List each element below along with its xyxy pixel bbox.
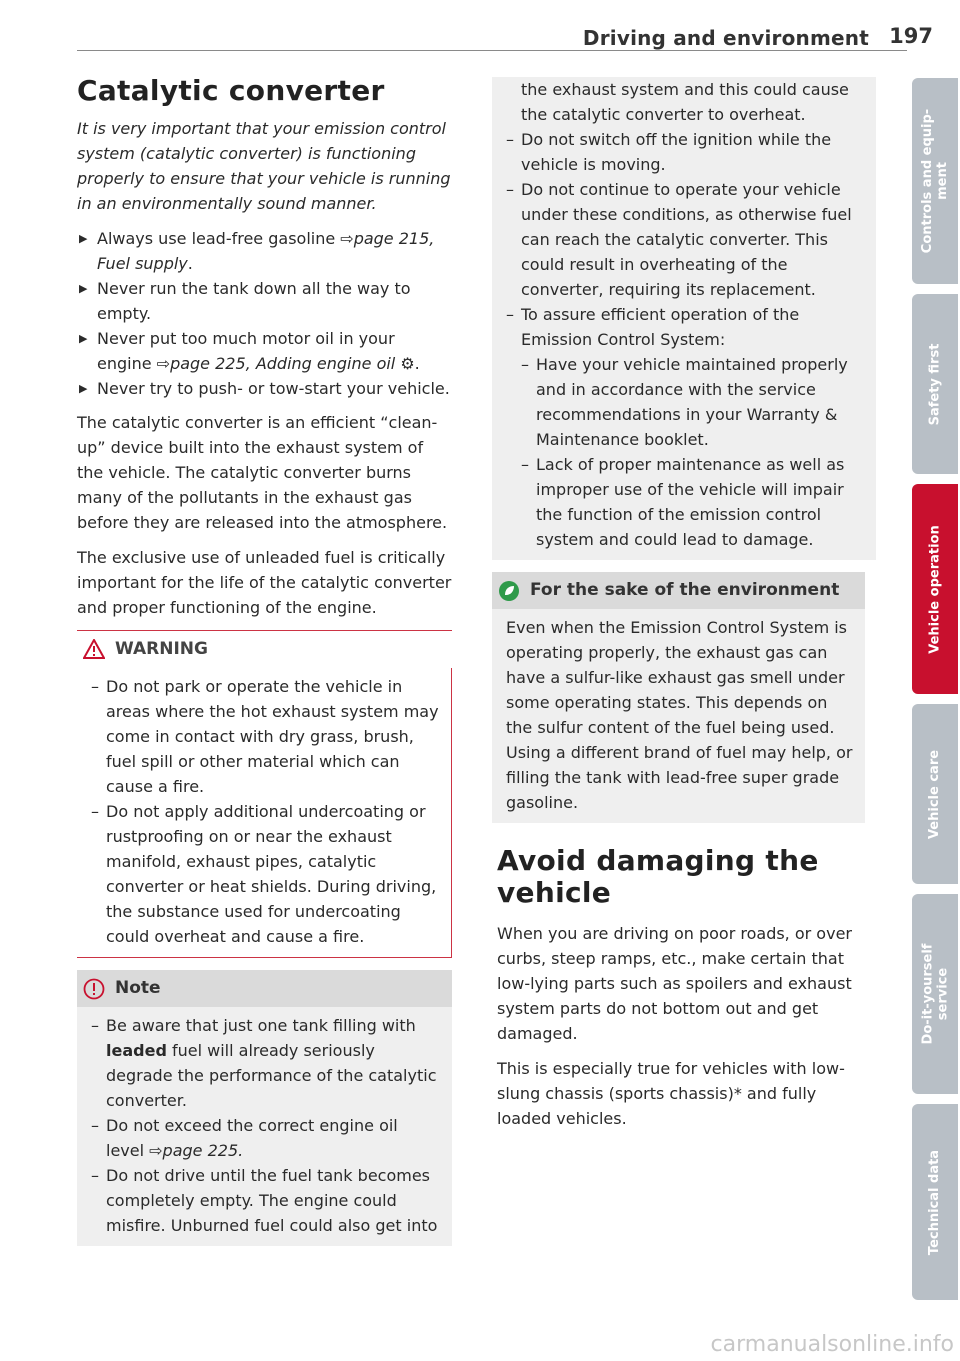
body-paragraph: When you are driving on poor roads, or over curbs, steep ramps, etc., make certain that low-lying parts such as spoilers and exhaust system parts do not bottom out and get damaged.: [497, 924, 852, 1043]
note-title: Note: [115, 978, 161, 998]
running-header: Driving and environment: [582, 26, 869, 50]
chapter-tabs: [912, 0, 960, 1361]
tab-controls-and-equipment[interactable]: Controls and equip- ment: [912, 78, 958, 284]
watermark: carmanualsonline.info: [710, 1332, 954, 1357]
intro-text: It is very important that your emission control system (catalytic converter) is functioning properly to ensure that your vehicle is running in an environmentally sound manner.: [77, 119, 451, 213]
tab-vehicle-operation[interactable]: Vehicle operation: [912, 484, 958, 694]
list-item: ▶ Always use lead-free gasoline ⇨page 215, Fuel supply.: [77, 226, 452, 276]
note-body: [77, 1007, 452, 1246]
list-item: – Do not park or operate the vehicle in areas where the hot exhaust system may come in contact with dry grass, brush, fuel spill or other material which can cause a fire.: [91, 677, 439, 796]
environment-box: [492, 572, 865, 823]
body-paragraph: The exclusive use of unleaded fuel is critically important for the life of the catalytic converter and proper functioning of the engine.: [77, 548, 452, 617]
body-paragraph: This is especially true for vehicles with low-slung chassis (sports chassis)* and fully loaded vehicles.: [497, 1059, 845, 1128]
environment-header: [492, 572, 865, 609]
tab-technical-data[interactable]: Technical data: [912, 1104, 958, 1300]
page-reference-link[interactable]: ⇨page 225, Adding engine oil ⚙: [156, 354, 415, 373]
tab-vehicle-care[interactable]: Vehicle care: [912, 704, 958, 884]
triangle-bullet-icon: ▶: [79, 232, 88, 245]
page-number: 197: [889, 24, 933, 48]
warning-triangle-icon: [83, 639, 105, 661]
triangle-bullet-icon: ▶: [79, 332, 88, 345]
list-item: the exhaust system and this could cause the catalytic converter to overheat.: [521, 80, 849, 124]
warning-title: WARNING: [115, 639, 208, 659]
note-box: [77, 970, 452, 1246]
section-heading-avoid-damaging: Avoid damaging the vehicle: [497, 844, 819, 909]
list-item: – Lack of proper maintenance as well as improper use of the vehicle will impair the function of the emission control system and could lead to damage.: [521, 455, 845, 549]
list-item: – Do not continue to operate your vehicle under these conditions, as otherwise fuel can reach the catalytic converter. This could result in overheating of the converter, requiring its replacement.: [506, 180, 852, 299]
page-reference-link[interactable]: ⇨page 215, Fuel supply: [97, 229, 435, 273]
environment-body: Even when the Emission Control System is operating properly, the exhaust gas can have a sulfur-like exhaust gas smell under some operating states. This depends on the sulfur content of the fuel being used. Using a different brand of fuel may help, or filling the tank with lead-free super grade gasoline.: [492, 609, 865, 823]
tab-do-it-yourself-service[interactable]: Do-it-yourself service: [912, 894, 958, 1094]
note-exclamation-icon: [83, 978, 105, 1000]
triangle-bullet-icon: ▶: [79, 382, 88, 395]
note-header: [77, 970, 452, 1007]
left-column: [77, 74, 452, 1246]
body-paragraph: The catalytic converter is an efficient “clean-up” device built into the exhaust system of the vehicle. The catalytic converter burns many of the pollutants in the exhaust gas before they are released into the atmosphere.: [77, 413, 448, 532]
list-item: – Be aware that just one tank filling with leaded fuel will already seriously degrade the performance of the catalytic converter.: [91, 1016, 437, 1110]
right-column: [497, 77, 870, 1141]
list-item: – Do not exceed the correct engine oil level ⇨page 225.: [91, 1116, 398, 1160]
list-item: ▶ Never try to push- or tow-start your vehicle.: [77, 376, 452, 401]
list-item: – Do not apply additional undercoating or rustproofing on or near the exhaust manifold, exhaust pipes, catalytic converter or heat shields. During driving, the substance used for undercoating could overheat and cause a fire.: [91, 802, 437, 946]
list-item: – To assure efficient operation of the Emission Control System: – Have your vehicle maintained properly and in accordance with the service recommendations in your Warranty & Maintenance booklet. – Lack of proper maintenance as well as improper use of the vehicle will impair the function of the emission control system and could lead to damage.: [506, 302, 864, 552]
list-item: ▶ Never run the tank down all the way to empty.: [77, 276, 452, 326]
warning-box: [77, 630, 452, 958]
environment-title: For the sake of the environment: [530, 580, 840, 600]
warning-header: [77, 630, 452, 668]
section-heading-catalytic-converter: Catalytic converter: [77, 74, 385, 107]
note-continuation-box: [492, 77, 876, 560]
list-item: – Have your vehicle maintained properly and in accordance with the service recommendations in your Warranty & Maintenance booklet.: [521, 355, 848, 449]
environment-leaf-icon: [498, 580, 520, 602]
list-item: – Do not switch off the ignition while the vehicle is moving.: [506, 130, 832, 174]
sub-list: [521, 352, 864, 552]
warning-body: [77, 668, 452, 958]
list-item: – Do not drive until the fuel tank becomes completely empty. The engine could misfire. Unburned fuel could also get into: [91, 1166, 438, 1235]
triangle-bullet-icon: ▶: [79, 282, 88, 295]
page-reference-link[interactable]: ⇨page 225.: [149, 1141, 244, 1160]
header-divider: [77, 50, 907, 51]
instruction-list: [77, 226, 452, 401]
list-item: ▶ Never put too much motor oil in your engine ⇨page 225, Adding engine oil ⚙.: [77, 326, 452, 376]
tab-safety-first[interactable]: Safety first: [912, 294, 958, 474]
